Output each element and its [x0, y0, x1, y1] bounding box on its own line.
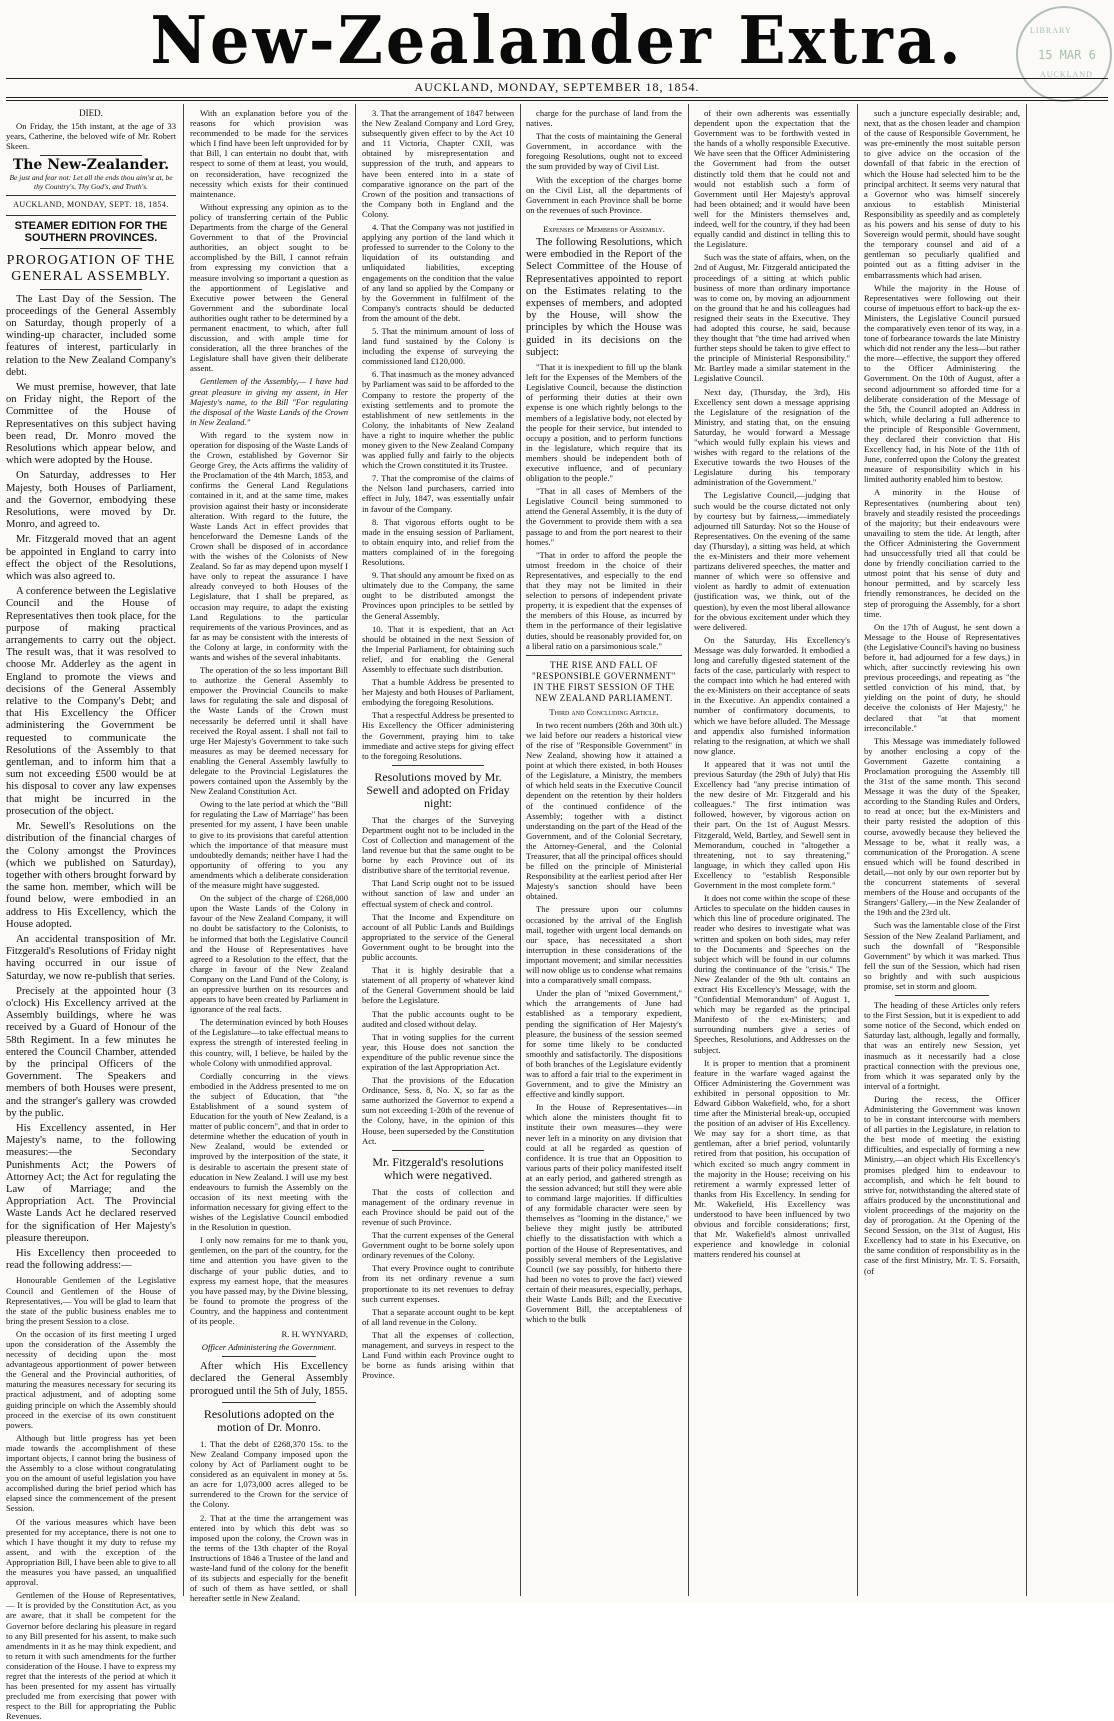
column-rule [183, 104, 184, 1596]
resolution: 6. That inasmuch as the money advanced by Parliament was said to be afforded to the Company to restore the property of the existing settlements and to promote the establishment of new settlements in the Colony, the inhabitants of New Zealand have a right to inquire whether the public money given to the New Zealand Company was applied fully and fairly to the objects which the Crown constituted it its Trustee. [362, 369, 514, 471]
fitzgerald-resolutions-heading: Mr. Fitzgerald's resolutions which were negatived. [372, 1154, 504, 1182]
divider [392, 765, 483, 766]
divider [222, 1356, 317, 1357]
resolution: "That in order to afford the people the utmost freedom in the choice of their Representatives, and especially to the end that they may not be limited in their selection to persons of independent private property, it is expedient that the expenses of the members of this House, as incurred by them in the performance of their legislative duties, should be reasonably provided for, on a liberal ratio on a parsimonious scale." [526, 549, 682, 651]
divider [895, 995, 989, 996]
resolution: That the charges of the Surveying Department ought not to be included in the Cost of Collection and management of the land revenue but that the same ought to be borne by each Province out of its distributive share of the territorial revenue. [362, 814, 514, 876]
divider [222, 1402, 317, 1403]
address-paragraph: With regard to the system now in operation for disposing of the Waste Lands of the Crown, established by Governor Sir George Grey, the Acts affirms the validity of the Proclamation of the 4th March, 1853, and confirms the General Land Regulations contained in it, and at the same time, makes provision against their hasty or inconsiderate alteration. With regard to the future, the Waste Lands Act in effect provides that henceforward the Demesne Lands of the Crown shall be disposed of in accordance with the wishes of the Colonists of New Zealand. So far as may depend upon myself I have only to repeat the assurance I have already conveyed to both Houses of the Legislature, that I shall be prepared, as occasion may require, to adapt the existing Land Regulations to the particular requirements of the various Provinces, and as far as may be consistent with the interests of the Colony at large, in conformity with the wants and wishes of the several inhabitants. [190, 429, 348, 662]
column-rule [520, 104, 521, 1596]
resolution: That it is highly desirable that a statement of all property of whatever kind of the General Government should be laid before the Legislature. [362, 965, 514, 1006]
resolution: That a respectful Address be presented to His Excellency the Officer administering the Government, praying him to take immediate and active steps for giving effect to the foregoing Resolutions. [362, 710, 514, 761]
address-paragraph: Without expressing any opinion as to the policy of transferring certain of the Public Departments from the charge of the General Government to that of the Provincial authorities, an object sought to be accomplished by the Bill, I cannot refrain from expressing my conviction that a measure involving so important a question as the apportionment of Legislative and Executive power between the General Government and the subordinate local authorities ought rather to be determined by a permanent enactment, to which, after full discussion, and with ample time for consideration, all the three branches of the Legislature shall have given their deliberate assent. [190, 201, 348, 374]
address-paragraph: Honourable Gentlemen of the Legislative Council and Gentlemen of the House of Representatives,— You will be glad to learn that the state of the public business enables me to bring the present Session to a close. [6, 1275, 176, 1326]
article-paragraph: In two recent numbers (26th and 30th ult.) we laid before our readers a historical view of the rise of "Responsible Government" in New Zealand, showing how it attained a point at which there existed, in both Houses of the Legislature, a Ministry, the members of which held seats in the Executive Council dependent on the retention by their holders of the continued confidence of the Assembly; together with a distinct understanding on the part of the Head of the Government, and of the Colonial Secretary, the Attorney-General, and the Colonial Treasurer, that all the principal offices should be filled on the principle of Ministerial Responsibility at the earliest period after Her Majesty's sanction should have been obtained. [526, 719, 682, 902]
article-paragraph: On the 17th of August, he sent down a Message to the House of Representatives (the Legislative Council's having no business before it, had adjourned for a few days,) in which, after succinctly reviewing his own previous proceedings, and repeating as "the settled conviction of his mind, that, by yielding on the point of duty, he should deceive the colonists of Her Majesty," he declared that "at that moment irreconcilable." [864, 621, 1020, 733]
resolution: "That it is inexpedient to fill up the blank left for the Expenses of the Members of the Legislative Council, because the distinction of performing their duties at their own expense is one which rightly belongs to the members of a legislative body, not elected by the people for their service, but intended to occupy a position, and to perform functions in the legislature, which require that its members should be independent both of executive influence, and of pecuniary obligation to the people." [526, 362, 682, 484]
masthead-title: New-Zealander Extra. [150, 2, 964, 79]
article-paragraph: Such was the state of affairs, when, on the 2nd of August, Mr. Fitzgerald anticipated the proceedings of a sitting at which public business of more than ordinary importance was to come on, by moving an adjournment on the ground that he and his colleagues had resigned their seats in the Executive. They had adopted this course, he said, because they thought that "the time had arrived when further steps should be taken to give effect to the principle of Ministerial Responsibility." Mr. Bartley made a similar statement in the Legislative Council. [694, 252, 850, 384]
sewell-resolutions-heading: Resolutions moved by Mr. Sewell and adopted on Friday night: [366, 769, 510, 810]
resolution: charge for the purchase of land from the natives. [526, 108, 682, 129]
divider [526, 655, 682, 656]
article-paragraph: His Excellency assented, in Her Majesty's name, to the following measures:—the Secondary Punishments Act; the Powers of Attorney Act; the Act for regulating the Law of Marriage; and the Appropriation Act. The Provincial Waste Lands Act he declared reserved for the signification of Her Majesty's pleasure thereupon. [6, 1122, 176, 1244]
article-paragraph: An accidental transposition of Mr. Fitzgerald's Resolutions of Friday night having occurred in our issue of Saturday, we now re-publish that series. [6, 933, 176, 982]
stamp-line-1: LIBRARY [1030, 26, 1072, 35]
article-paragraph: The pressure upon our columns occasioned by the arrival of the English mail, together with urgent local demands on our space, has necessitated a short interruption in these considerations of the important movement; and similar necessities will now oblige us to condense what remains into a comparatively small compass. [526, 904, 682, 986]
article-paragraph: A conference between the Legislative Council and the House of Representatives then took place, for the purpose of making practical arrangements to carry out the object. The result was, that it was resolved to choose Mr. Adderley as the agent in England to promote the views and decisions of the General Assembly relative to the Company's Debt; and that His Excellency the Officer administering the Government be requested to communicate the Resolutions of the Assembly to that gentleman, and to inform him that a sum not exceeding £500 would be at his disposal to cover any law expenses that might be incurred in the prosecution of the object. [6, 586, 176, 817]
prorogation-notice: After which His Excellency declared the General Assembly prorogued until the 5th of July, 1855. [190, 1361, 348, 1397]
resolution: That the public accounts ought to be audited and closed without delay. [362, 1008, 514, 1029]
resolution: 4. That the Company was not justified in applying any portion of the land which it professed to surrender to the Colony to the liquidation of its outstanding and unliquidated liabilities, excepting engagements on the condition that the value of any land so applied by the Company or by the Government in fulfilment of the Company's contracts should be deducted from the amount of the debt. [362, 222, 514, 323]
article-paragraph: We must premise, however, that late on Friday night, the Report of the Committee of the House of Representatives on this subject having been read, Dr. Monro moved the Resolutions which appear below, and which were adopted by the House. [6, 381, 176, 467]
resolution: With the exception of the charges borne on the Civil List, all the departments of Government in each Province shall be borne on the revenues of such Province. [526, 174, 682, 215]
article-paragraph: While the majority in the House of Representatives were following out their course of impetuous effort to back-up the ex-Ministers, the Legislative Council pursued the comparatively even tenor of its way, in a tone of forbearance towards the late Ministry which did not render any the less—but rather the more—effective, the support they offered to the Officer Administering the Government. On the 10th of August, after a second adjournment so afforded time for a deliberate consideration of the Message of the 5th, the Council adopted an Address in which, while declaring a full adherence to the principle of Responsible Government, they declared their conviction that His Excellency had, in his Note of the 11th of June, conferred upon the Colony the greatest measure of responsibility which in his limited authority enabled him to bestow. [864, 282, 1020, 485]
resolution: 10. That it is expedient, that an Act should be obtained in the next Session of the Imperial Parliament, for obtaining such relief, and for enabling the General Assembly to effectuate such distribution. [362, 623, 514, 674]
address-paragraph: Gentlemen of the Assembly,— I have had great pleasure in giving my assent, in Her Majesty's name, to the Bill "For regulating the disposal of the Waste Lands of the Crown in New Zealand." [190, 376, 348, 427]
masthead-rule-top [6, 78, 1108, 79]
article-paragraph: Next day, (Thursday, the 3rd), His Excellency sent down a message apprising the Legislature of the resignation of the Ministry, and stating that, on the ensuing Saturday, he would forward a Message "which would fully explain his views and wishes with regard to the relations of the Executive towards the two Houses of the Legislature during his temporary administration of the Government." [694, 386, 850, 488]
address-paragraph: Of the various measures which have been presented for my acceptance, there is not one to which I have thought it my duty to refuse my assent, and with the exception of the Appropriation Bill, I have been able to give to all the measures you have passed, an unqualified approval. [6, 1516, 176, 1588]
resolution: 8. That vigorous efforts ought to be made in the ensuing session of Parliament, to obtain enquiry into, and relief from the matters complained of in the foregoing Resolutions. [362, 516, 514, 568]
divider [40, 155, 142, 156]
divider [40, 248, 142, 249]
column-1 [6, 108, 176, 1721]
paper-date: AUCKLAND, MONDAY, SEPT. 18, 1854. [13, 200, 169, 210]
column-rule [857, 104, 858, 1596]
column-4 [526, 108, 682, 1596]
article-paragraph: Such was the lamentable close of the First Session of the New Zealand Parliament, and such the downfall of "Responsible Government" by which it was marked. Thus fell the sun of the Session, which had risen so brightly and with such auspicious promise, set in storm and gloom. [864, 920, 1020, 991]
resolution: That the current expenses of the General Government ought to be borne solely upon ordinary revenues of the Colony. [362, 1230, 514, 1261]
resolution: 1. That the debt of £268,370 15s. to the New Zealand Company imposed upon the colony by Act of Parliament ought to be considered as an equivalent in money at 5s. an acre for 1,073,000 acres alleged to be surrendered to the Crown for the service of the Colony. [190, 1438, 348, 1510]
masthead-rule-bottom [6, 97, 1108, 98]
column-6 [864, 108, 1020, 1596]
address-paragraph: Although but little progress has yet been made towards the accomplishment of these important objects, I cannot bring the business of the Assembly to a close without congratulating you on the amount of useful legislation you have accomplished during the brief period which has elapsed since the commencement of the present Session. [6, 1432, 176, 1514]
column-rule [355, 104, 356, 1596]
signature-title: Officer Administering the Government. [201, 1342, 337, 1353]
divider [40, 289, 142, 290]
column-3 [362, 108, 514, 1596]
resolution: That every Province ought to contribute from its net ordinary revenue a sum proportionate to its net revenues to defray such current expenses. [362, 1263, 514, 1304]
signature: R. H. WYNYARD, [281, 1329, 348, 1340]
died-notice: On Friday, the 15th instant, at the age of 33 years, Catherine, the beloved wife of Mr. Robert Skeen. [6, 121, 176, 152]
address-paragraph: With an explanation before you of the reasons for which provision was recommended to be made for the services which I find have been left unprovided for by that Bill, I can entertain no doubt that, with respect to some of them at least, you would, on reconsideration, have recognized the necessity which exists for their continued maintenance. [190, 108, 348, 199]
article-paragraph: The following Resolutions, which were embodied in the Report of the Select Committee of the House of Representatives appointed to report on the Estimates relating to the expenses of members, and adopted by the House, will show the principles by which the House was guided in its decisions on the subject: [526, 237, 682, 358]
died-heading: DIED. [79, 108, 103, 118]
article-paragraph: This Message was immediately followed by another enclosing a copy of the Government Gazette containing a Proclamation proroguing the Assembly till the 31st of the same month. This second Message it was the duty of the Speaker, according to the Standing Rules and Orders, to read at once; but the ex-Ministers and their party resisted the adoption of this course, avowedly because they believed the Message to be, what it really was, a communication of the Prorogation. A scene ensued which will be found described in detail,—not only by our own reporter but by the concurrent statements of several members of the House and occupants of the Strangers' Gallery,—in the New Zealander of the 19th and the 23rd ult. [864, 735, 1020, 918]
steamer-edition-headline: STEAMER EDITION FOR THE SOUTHERN PROVINCES. [14, 219, 168, 244]
article-paragraph: In the House of Representatives—in which alone the ministers thought fit to institute their own measures—they were never left in a minority on any division that could at all be regarded as question of confidence. It is true that an Opposition to various parts of their policy manifested itself at an early period, and gathered strength as the session advanced; but still they were able to command large majorities. If difficulties of any formidable character were seen by themselves as "looming in the distance," we believe they might justly be attributed chiefly to the dissatisfaction with which a portion of the House of Representatives, and possibly several members of the Legislative Council (we say possibly, for hitherto there had been no votes to prove the fact) viewed certain of their measures, especially, perhaps, their Waste Lands Bill; and the Executive Government Bill, the acceptableness of which to the bulk [526, 1102, 682, 1325]
article-paragraph: It appeared that it was not until the previous Saturday (the 29th of July) that His Excellency had "any precise intimation of the new desire of Mr. Fitzgerald and his colleagues." The first intimation was followed, however, by vigorous action on their part. On the 1st of August Messrs. Fitzgerald, Weld, Bartley, and Sewell sent in Memorandum, couched in "altogether a threatening, not to say threatening," language, in which they called upon His Excellency to "establish Responsible Government in the most complete form." [694, 758, 850, 891]
column-rule [688, 104, 689, 1596]
prorogation-headline: PROROGATION OF THE GENERAL ASSEMBLY. [6, 252, 176, 284]
article-paragraph: of their own adherents was essentially dependent upon the expectation that the Government was to be forthwith vested in the hands of a wholly responsible Executive. We have seen that the Officer Administering the Government had from the outset distinctly told them that he could not and would not establish such a form of Government until Her Majesty's approval had been obtained; and it would have been well for the Ministers themselves and, indeed, well for the country, if they had been equally candid and distinct in telling this to the Legislature. [694, 108, 850, 250]
resolution: That in voting supplies for the current year, this House does not sanction the expenditure of the public revenue since the expiration of the last Appropriation Act. [362, 1031, 514, 1072]
resolution: 7. That the compromise of the claims of the Nelson land purchasers, carried into effect in July, 1847, was essentially unfair in favour of the Company. [362, 473, 514, 514]
address-paragraph: The determination evinced by both Houses of the Legislature—to take effectual means to express the strength of interested feeling in this country, will, I believe, be hailed by the whole Colony with unmodified approval. [190, 1017, 348, 1068]
article-paragraph: such a juncture especially desirable; and, next, that as the chosen leader and champion of the cause of Responsible Government, he was pre-eminently the most suitable person to give advice on the occasion of the downfall of that fabric in the erection of which the House had selected him to be the principal architect. It seems very natural that a Governor who was himself sincerely anxious to establish Ministerial Responsibility as speedily and as completely as his powers and his sense of duty to his Sovereign would permit, should have sought the temporary counsel and aid of a gentleman so peculiarly qualified and pointed out as a fitting adviser in the embarrassments which had arisen. [864, 108, 1020, 280]
article-paragraph: Under the plan of "mixed Government," which the arrangements of June had established as a temporary expedient, pending the signification of Her Majesty's pleasure, the business of the session seemed for some time likely to be conducted smoothly and satisfactorily. The dispositions of both branches of the Legislature evidently was to afford a fair trial to the experiment in Government, and to give the Ministry an effective and kindly support. [526, 988, 682, 1100]
address-paragraph: On the occasion of its first meeting I urged upon the consideration of the Assembly the necessity of deciding upon the most advantageous apportionment of power between the General and the Provincial authorities, of maturing the measures necessary for securing its practical adjustment, and of adopting some guiding principle on which the Assembly should proceed in the exercise of its own constituent powers. [6, 1328, 176, 1430]
address-paragraph: The operation of the so less important Bill to authorize the General Assembly to empower the Provincial Councils to make laws for regulating the sale and disposal of the Waste Lands of the Crown must necessarily be deferred until it shall have received the Royal assent. I shall not fail to urge Her Majesty's Government to take such measures as may be deemed necessary for enabling the General Assembly lawfully to delegate to the Provincial Legislatures the powers contained upon the Assembly by the New Zealand Constitution Act. [190, 665, 348, 797]
article-paragraph: His Excellency then proceeded to read the following address:— [6, 1248, 176, 1272]
monro-resolutions-heading: Resolutions adopted on the motion of Dr. Monro. [203, 1406, 335, 1434]
divider [6, 195, 176, 196]
article-paragraph: On the Saturday, His Excellency's Message was duly forwarded. It embodied a long and carefully digested statement of the facts of the case, particularly with respect to the compact into which he had entered with the ex-Ministers on their acceptance of seats in the Executive. An appendix contained a number of confirmatory documents, to which we have before alluded. The Message and appendix also furnished information relating to the resignation, at which we shall now glance. [694, 634, 850, 756]
rise-and-fall-headline: THE RISE AND FALL OF "RESPONSIBLE GOVERNMENT" IN THE FIRST SESSION OF THE NEW ZEALAND PARLIAMENT. [531, 659, 677, 703]
masthead-rule-bottom-2 [6, 100, 1108, 101]
article-paragraph: It does not come within the scope of these Articles to speculate on the hidden causes in which this line of procedure originated. The reader who desires to investigate what was written and spoken on both sides, may refer to the Documents and Speeches on the subject which will be found in our columns during the continuance of the "crisis." The New Zealander of the 9th ult. contains an extract His Excellency's Message, with the "Confidential Memorandum" of August 1, which may be regarded as the principal Manifesto of the ex-Ministers; and surrounding numbers give a series of Speeches, Resolutions, and Addresses on the subject. [694, 893, 850, 1055]
article-paragraph: During the recess, the Officer Administering the Government was known to be in constant intercourse with members of all parties in the Legislature, in relation to the best mode of meeting the existing difficulties, and especially of forming a new Ministry,—an object which His Excellency's promises pledged him to endeavour to accomplish, and which he felt bound to strive for, notwithstanding the altered state of affairs produced by the unconstitutional and violent proceedings of the majority on the day of prorogation. At the Opening of the Second Session, on the 31st of August, His Excellency had to state in his Executive, on the same condition of responsibility as in the case of the first Ministry, Mr. T. S. Forsaith, (of [864, 1093, 1020, 1276]
masthead [0, 2, 1114, 79]
divider [6, 215, 176, 216]
resolution: That the costs of maintaining the General Government, in accordance with the foregoing Resolutions, ought not to exceed the sum provided by way of Civil List. [526, 131, 682, 172]
paper-name: The New-Zealander. [12, 157, 170, 174]
article-paragraph: It is proper to mention that a prominent feature in the warfare waged against the Officer Administering the Government was exhibited in personal opposition to Mr. Edward Gibbon Wakefield, who, for a short time after the Ministerial break-up, occupied the position of an adviser of His Excellency. We may say for a short time, as that gentleman, after a brief period, voluntarily retired from that position, his occupation of which excited so much angry comment in the majority in the House; receiving on his retirement a warmly expressed letter of thanks from His Excellency. In sending for Mr. Wakefield, His Excellency was understood to have been influenced by two obvious and forcible considerations; first, that Mr. Wakefield's almost unrivalled experience and knowledge in colonial matters rendered his counsel at [694, 1057, 850, 1260]
column-2 [190, 108, 348, 1604]
divider [557, 219, 651, 220]
resolution: That Land Scrip ought not to be issued without sanction of law and under an effectual system of check and control. [362, 878, 514, 909]
article-paragraph: Precisely at the appointed hour (3 o'clock) His Excellency arrived at the Assembly buildings, where he was received by a Guard of Honour of the 58th Regiment. In a few minutes he entered the Council Chamber, attended by the principal Officers of the Government. The Speakers and members of both Houses were present, and the stranger's gallery was crowded by the public. [6, 985, 176, 1119]
resolution: "That in all cases of Members of the Legislative Council being summoned to attend the General Assembly, it is the duty of the Government to provide them with a sea passage to and from the port nearest to their homes." [526, 486, 682, 547]
column-5 [694, 108, 850, 1596]
column-rule [1026, 104, 1027, 1596]
expenses-heading: Expenses of Members of Assembly. [543, 223, 665, 234]
resolution: 2. That at the time the arrangement was entered into by which this debt was so imposed upon the colony, the Crown was in the terms of the 13th chapter of the Royal Instructions of 1846 a Trustee of the land and waste-land fund of the colony for the benefit of its subjects and especially for the benefit of such of them as have settled, or shall hereafter settle in New Zealand. [190, 1512, 348, 1604]
paper-motto: Be just and fear not: Let all the ends thou aim'st at, be thy Country's, Thy God's, and Truth's. [9, 173, 173, 192]
resolution: That the provisions of the Education Ordinance, Sess. 8, No. X, so far as the same authorized the Governor to expend a sum not exceeding 1-20th of the revenue of the Colony, have, in the opinion of this House, been superseded by the Constitution Act. [362, 1075, 514, 1146]
divider [392, 1150, 483, 1151]
article-paragraph: On Saturday, addresses to Her Majesty, both Houses of Parliament, and the Governor, embodying these Resolutions, were moved by Dr. Monro, and agreed to. [6, 470, 176, 531]
address-paragraph: I only now remains for me to thank you, gentlemen, on the part of the country, for the time and attention you have given to the discharge of your public duties, and to express my earnest hope, that the measures you have passed may, by the Divine blessing, be found to promote the progress of the Country, and the happiness and contentment of its people. [190, 1235, 348, 1326]
resolution: 9. That should any amount be fixed on as ultimately due to the Company, the same ought to be distributed amongst the Provinces upon principles to be settled by the General Assembly. [362, 570, 514, 621]
rise-and-fall-subheading: Third and Concluding Article. [549, 706, 659, 717]
address-paragraph: On the subject of the charge of £268,000 upon the Waste Lands of the Colony in favour of the New Zealand Company, it will no doubt be satisfactory to the Colonists, to be informed that both the Legislative Council and the House of Representatives have agreed to a Resolution to the effect, that the charge in favour of the New Zealand Company on the Land Fund of the Colony, is an oppressive burthen on its resources and appears to have been created by Parliament in ignorance of the real facts. [190, 893, 348, 1015]
address-paragraph: Cordially concurring in the views embodied in the Address presented to me on the subject of Education, that "the Establishment of a sound system of Education for the youth of New Zealand, is a matter of public concern", and that in order to determine whether the education of youth in New Zealand, would be extended or improved by the interposition of the state, it is desirable to ascertain the present state of education in New Zealand. I will use my best endeavours to furnish the Assembly on the occasion of its next meeting with the information necessary for giving effect to the wishes of the Legislative Council embodied in the Resolution in question. [190, 1070, 348, 1233]
address-paragraph: Owing to the late period at which the "Bill for regulating the Law of Marriage" has been presented for my assent, I have been unable to give to its provisions that careful attention which the importance of that measure must undoubtedly demands; neither have I had the opportunity of offering to you any amendments which a deliberate consideration of the measure might have suggested. [190, 799, 348, 891]
resolution: That the costs of collection and management of the ordinary revenue in each Province should be paid out of the revenue of such Province. [362, 1186, 514, 1227]
article-paragraph: Mr. Sewell's Resolutions on the distribution of the financial charges of the Colony amongst the Provinces (which we published on Saturday), together with others brought forward by the same hon. member, which will be found below, were embodied in an address to His Excellency, which the House adopted. [6, 821, 176, 930]
resolution: That a separate account ought to be kept of all land revenue in the Colony. [362, 1306, 514, 1327]
article-paragraph: Mr. Fitzgerald moved that an agent be appointed in England to carry into effect the object of the Resolutions, which was also agreed to. [6, 534, 176, 583]
dateline: AUCKLAND, MONDAY, SEPTEMBER 18, 1854. [414, 80, 700, 94]
stamp-line-2: 15 MAR 6 [1038, 48, 1096, 62]
article-paragraph: A minority in the House of Representatives (numbering about ten) bravely and steadily resisted the proceedings of the majority; but their endeavours were unavailing to stem the tide. At length, after the Officer Administering the Government had unsuccessfully tried all that could be done by friendly conciliation carried to the utmost point that his sense of duty and honour permitted, and by scarcely less friendly remonstrances, he decided on the step of proroguing the Assembly, for a short time. [864, 487, 1020, 619]
resolution: That the Income and Expenditure on account of all Public Lands and Buildings appropriated to the service of the General Government ought to be brought into the public accounts. [362, 911, 514, 963]
resolution: That all the expenses of collection, management, and surveys in respect to the Land Fund within each Province ought to be borne as funds arising within that Province. [362, 1329, 514, 1381]
resolution: That a humble Address be presented to her Majesty and both Houses of Parliament, embodying the foregoing Resolutions. [362, 677, 514, 708]
resolution: 5. That the minimum amount of loss of land fund sustained by the Colony is including the expense of surveying the commissioned land £120,000. [362, 325, 514, 367]
article-paragraph: The heading of these Articles only refers to the First Session, but it is expedient to add some notice of the Second, which ended on Saturday last, although, legally and formally, that was an entirely new Session, yet inasmuch as it necessarily had a close practical connection with the previous one, from which it was separated only by the interval of a fortnight. [864, 1000, 1020, 1091]
resolution: 3. That the arrangement of 1847 between the New Zealand Company and Lord Grey, subsequently given effect to by the Act 10 and 11 Victoria, Chapter CXII, was obtained by misrepresentation and suppression of the truth, and appears to have been entered into in a state of comparative ignorance on the part of the Crown of the position and transactions of the Company both in England and the Colony. [362, 108, 514, 219]
article-paragraph: The Last Day of the Session. The proceedings of the General Assembly on Saturday, though properly of a winding-up character, included some features of interest, particularly in relation to the New Zealand Company's debt. [6, 293, 176, 378]
article-paragraph: The Legislative Council,—judging that such would be the course dictated not only by courtesy but by fairness,—immediately adjourned till Saturday. Not so the House of Representatives. On the evening of the same day (Thursday), a sitting was held, at which the ex-Ministers and their more vehement partizans delivered speeches, the matter and manner of which were so offensive and violent as hardly to admit of extenuation (justification was, we think, out of the question), by even the most liberal allowance for the obvious excitement under which they were delivered. [694, 490, 850, 632]
stamp-line-3: AUCKLAND [1040, 70, 1093, 79]
address-paragraph: Gentlemen of the House of Representatives,— It is provided by the Constitution Act, as you are aware, that it shall be competent for the Governor before declaring his pleasure in regard to any Bill presented for his assent, to make such amendments in it as he may think expedient, and to return it with such amendments for the further consideration of the House. I have to express my regret that the interests of the period at which it has been presented for my assent has virtually precluded me from exercising that power with respect to the Bill for appropriating the Public Revenues. [6, 1590, 176, 1721]
